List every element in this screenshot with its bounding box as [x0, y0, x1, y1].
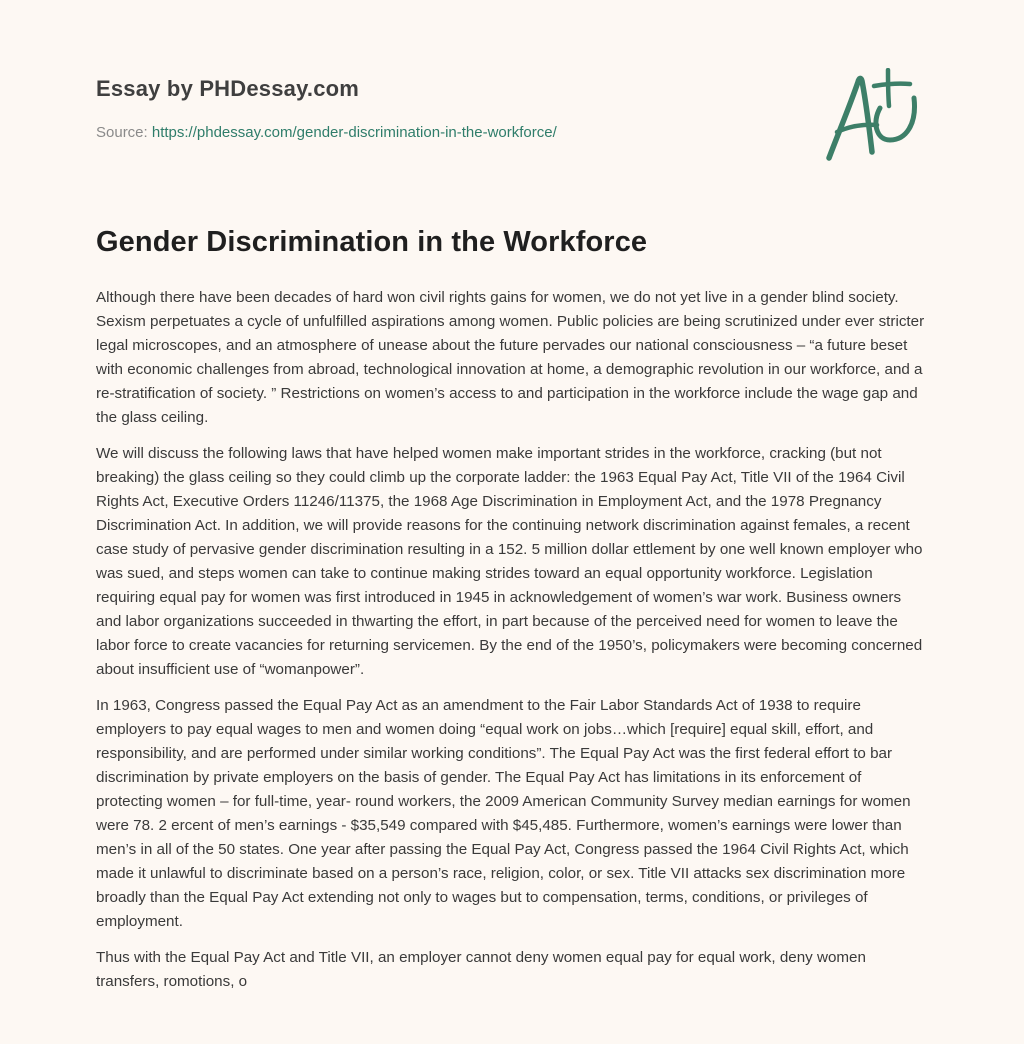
source-label: Source:: [96, 124, 148, 141]
a-plus-logo: [822, 68, 928, 164]
source-line: [96, 124, 557, 141]
essay-body: [96, 286, 928, 1006]
essay-paragraph: Thus with the Equal Pay Act and Title VII, an employer cannot deny women equal pay for equal work, deny women transfers, romotions, o: [96, 949, 866, 990]
source-link[interactable]: https://phdessay.com/gender-discrimination-in-the-workforce/: [151, 124, 557, 141]
a-plus-icon: [822, 68, 928, 164]
site-brand: Essay by PHDessay.com: [96, 76, 360, 101]
essay-paragraph: In 1963, Congress passed the Equal Pay Act as an amendment to the Fair Labor Standards Act of 1938 to require employers to pay equal wages to men and women doing “equal work on jobs…which [require] equal skill, effort, and responsibility, and are performed under similar working conditions”. The Equal Pay Act was the first federal effort to bar discrimination by private employers on the basis of gender. The Equal Pay Act has limitations in its enforcement of protecting women – for full-time, year- round workers, the 2009 American Community Survey median earnings for women were 78. 2 ercent of men’s earnings - $35,549 compared with $45,485. Furthermore, women’s earnings were lower than men’s in all of the 50 states. One year after passing the Equal Pay Act, Congress passed the 1964 Civil Rights Act, which made it unlawful to discriminate based on a person’s race, religion, color, or sex. Title VII attacks sex discrimination more broadly than the Equal Pay Act extending not only to wages but to compensation, terms, conditions, or privileges of employment.: [96, 697, 911, 930]
essay-title: Gender Discrimination in the Workforce: [96, 226, 648, 258]
essay-paragraph: We will discuss the following laws that have helped women make important strides in the workforce, cracking (but not breaking) the glass ceiling so they could climb up the corporate ladder: the 1963 Equal Pay Act, Title VII of the 1964 Civil Rights Act, Executive Orders 11246/11375, the 1968 Age Discrimination in Employment Act, and the 1978 Pregnancy Discrimination Act. In addition, we will provide reasons for the continuing network discrimination against females, a recent case study of pervasive gender discrimination resulting in a 152. 5 million dollar ettlement by one well known employer who was sued, and steps women can take to continue making strides toward an equal opportunity workforce. Legislation requiring equal pay for women was first introduced in 1945 in acknowledgement of women’s war work. Business owners and labor organizations succeeded in thwarting the effort, in part because of the perceived need for women to leave the labor force to create vacancies for returning servicemen. By the end of the 1950’s, policymakers were becoming concerned about insufficient use of “womanpower”.: [96, 445, 923, 678]
essay-paragraph: Although there have been decades of hard won civil rights gains for women, we do not yet live in a gender blind society. Sexism perpetuates a cycle of unfulfilled aspirations among women. Public policies are being scrutinized under ever stricter legal microscopes, and an atmosphere of unease about the future pervades our national consciousness – “a future beset with economic challenges from abroad, technological innovation at home, a demographic revolution in our workforce, and a re-stratification of society. ” Restrictions on women’s access to and participation in the workforce include the wage gap and the glass ceiling.: [96, 289, 925, 426]
